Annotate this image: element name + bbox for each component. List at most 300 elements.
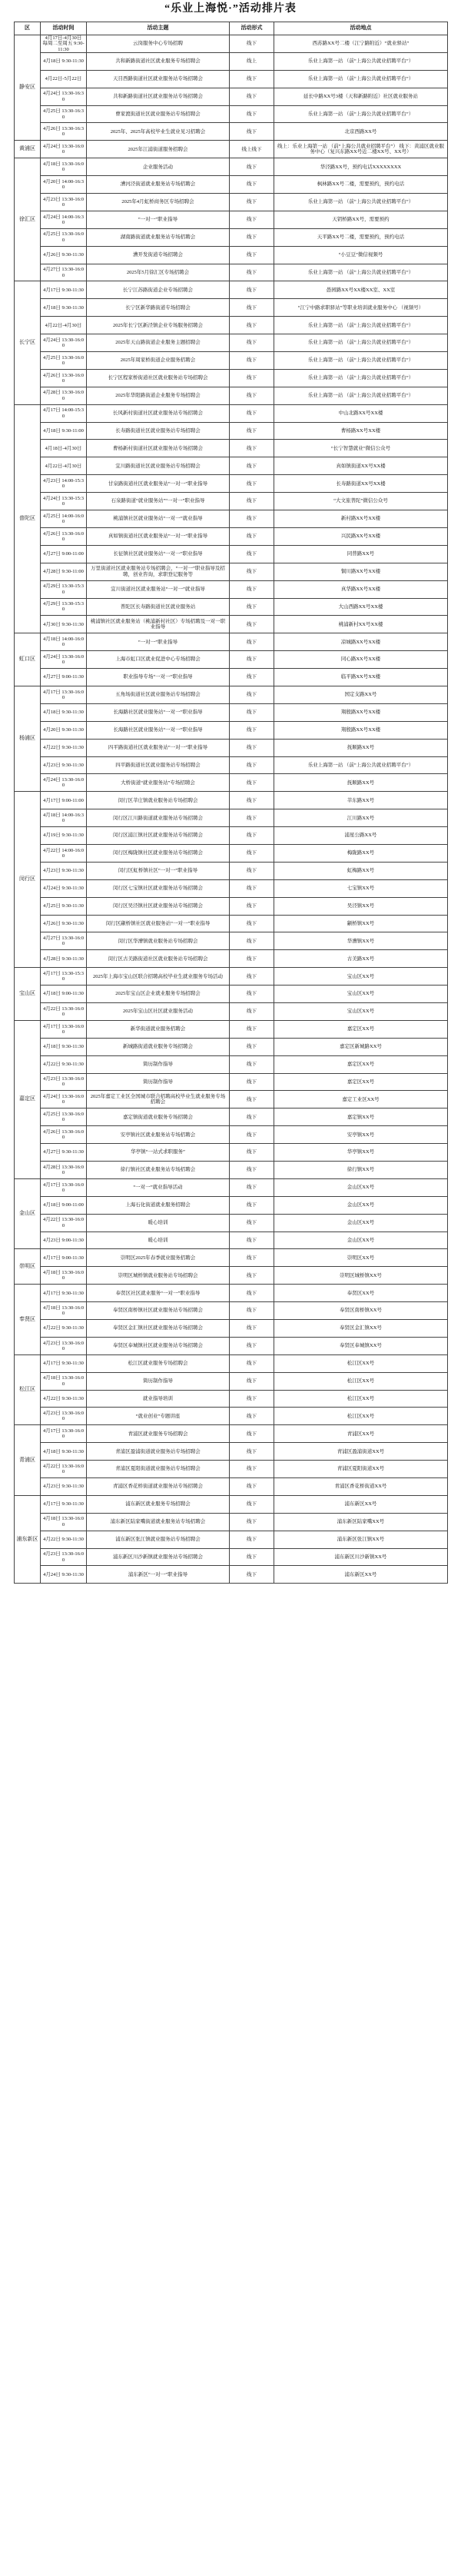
time-cell: 4月28日 13:30-16:00 [41,1162,87,1179]
district-cell: 奉贤区 [15,1285,41,1355]
time-cell: 4月17日 13:30-16:00 [41,1020,87,1038]
time-cell: 4月27日 9:30-11:30 [41,1144,87,1162]
theme-cell: 天目西路街道社区就业服务站专场招聘会 [87,70,230,88]
theme-cell: 新华街道就业服务招聘会 [87,1020,230,1038]
table-row [15,1267,448,1285]
theme-cell: 长海路社区就业服务站“一对一”职业指导 [87,721,230,739]
mode-cell: 线下 [230,598,274,616]
place-cell: 吴泾镇XX号 [274,897,448,915]
place-cell: 徐行镇XX号 [274,1162,448,1179]
table-row [15,633,448,651]
district-cell: 松江区 [15,1354,41,1425]
mode-cell: 线下 [230,1020,274,1038]
theme-cell: 闵行区梅陇镇社区就业服务站专场招聘会 [87,844,230,862]
place-cell: 青浦区香花桥街道XX号 [274,1478,448,1496]
table-row [15,1302,448,1320]
district-cell: 宝山区 [15,968,41,1021]
table-row [15,1425,448,1443]
time-cell: 4月23日 13:30-16:00 [41,1073,87,1091]
table-body [15,35,448,1584]
mode-cell: 线下 [230,194,274,211]
theme-cell: 闵行区华漕镇就业服务站专场招聘会 [87,932,230,950]
theme-cell: 2025年宝山区企业就业服务专场招聘会 [87,986,230,1003]
table-row [15,1214,448,1231]
district-cell: 嘉定区 [15,1020,41,1178]
place-cell: 华漕镇XX号 [274,932,448,950]
place-cell: 延长中路XX号3楼（天和新路附近）社区就业服务站 [274,88,448,105]
theme-cell: 长征镇社区就业服务站“一对一”职业指导 [87,545,230,563]
theme-cell: 奉贤区南桥镇社区就业服务站专场招聘会 [87,1302,230,1320]
mode-cell: 线下 [230,915,274,932]
time-cell: 4月23日 13:30-16:00 [41,1408,87,1425]
theme-cell: 闵行区江川路街道就业服务站专场招聘会 [87,809,230,827]
table-row [15,844,448,862]
table-row [15,299,448,317]
mode-cell: 线下 [230,1443,274,1461]
table-header-row [15,22,448,35]
place-cell: 抚顺路XX号 [274,774,448,792]
mode-cell: 线下 [230,1285,274,1302]
district-cell: 杨浦区 [15,686,41,791]
table-row [15,1249,448,1267]
theme-cell: 嘉定镇街道就业服务专场招聘会 [87,1109,230,1126]
table-row [15,1372,448,1390]
theme-cell: 桃浦镇社区就业服务站（桃浦新村社区）专场招聘及一对一职业指导 [87,616,230,633]
theme-cell: 2025年5月徐汇区专场招聘会 [87,264,230,281]
table-row [15,1408,448,1425]
mode-cell: 线下 [230,1461,274,1478]
mode-cell: 线下 [230,123,274,141]
place-cell: 曹杨路XX号XX楼 [274,422,448,440]
time-cell: 4月18日 13:30-16:00 [41,1513,87,1531]
time-cell: 4月26日 9:30-11:30 [41,246,87,264]
mode-cell: 线下 [230,228,274,246]
mode-cell: 线下 [230,105,274,123]
table-row [15,792,448,809]
time-cell: 4月27日 9:00-11:00 [41,545,87,563]
theme-cell: 四平路街道社区就业服务站“一对一”职业指导 [87,739,230,756]
theme-cell: “一对一”职业指导 [87,633,230,651]
place-cell: 松江区XX号 [274,1372,448,1390]
mode-cell: 线下 [230,986,274,1003]
theme-cell: 闵行区七宝镇社区就业服务站专场招聘会 [87,879,230,897]
table-row [15,950,448,968]
theme-cell: 2025年华阳路街道企业服务专场招聘会 [87,387,230,404]
table-row [15,1337,448,1354]
mode-cell: 线下 [230,932,274,950]
table-row [15,404,448,422]
place-cell: “长宁智慧就业”微信公众号 [274,440,448,457]
table-row [15,827,448,845]
mode-cell: 线下 [230,686,274,703]
mode-cell: 线下 [230,862,274,879]
theme-cell: 长寿路街道社区就业服务站专场招聘会 [87,422,230,440]
time-cell: 4月22日 9:30-11:30 [41,1531,87,1548]
table-row [15,756,448,774]
table-row [15,369,448,387]
theme-cell: 漕开发街道专场招聘会 [87,246,230,264]
header-theme: 活动主题 [87,22,230,35]
place-cell: 江川路XX号 [274,809,448,827]
theme-cell: “一对一”职业指导 [87,211,230,228]
district-cell: 徐汇区 [15,158,41,281]
mode-cell: 线下 [230,334,274,352]
mode-cell: 线下 [230,264,274,281]
header-district: 区 [15,22,41,35]
place-cell: 青浦区夏阳街道XX号 [274,1461,448,1478]
mode-cell: 线下 [230,475,274,493]
table-row [15,1073,448,1091]
time-cell: 4月23日 9:30-11:30 [41,756,87,774]
theme-cell: 浦东新区川沙新镇就业服务站专场招聘会 [87,1548,230,1566]
place-cell: 乐业上海第一站 （前“上海公共就业招聘平台”） [274,387,448,404]
theme-cell: 共和新路街道社区就业服务站专场招聘会 [87,88,230,105]
time-cell: 4月25日 13:30-16:00 [41,1109,87,1126]
time-cell: 4月23日 13:30-16:00 [41,1548,87,1566]
theme-cell: 职业指导专场“一对一”职业指导 [87,669,230,686]
table-row [15,616,448,633]
table-row [15,475,448,493]
theme-cell: 简历制作指导 [87,1055,230,1073]
theme-cell: 安亭镇社区就业服务站专场招聘会 [87,1126,230,1144]
time-cell: 4月23日 9:30-11:30 [41,862,87,879]
theme-cell: 上海市虹口区就业促进中心专场招聘会 [87,651,230,669]
place-cell: 同普路XX号 [274,545,448,563]
theme-cell: 共和新路街道社区就业服务专场招聘会 [87,52,230,70]
time-cell: 4月18日 13:30-16:00 [41,1302,87,1320]
mode-cell: 线下 [230,879,274,897]
mode-cell: 线下 [230,211,274,228]
time-cell: 4月24日 9:30-11:30 [41,879,87,897]
mode-cell: 线下 [230,792,274,809]
time-cell: 4月17日 9:30-11:30 [41,281,87,299]
theme-cell: 闵行区莘庄镇就业服务站专场招聘会 [87,792,230,809]
place-cell: 乐业上海第一站 （前“上海公共就业招聘平台”） [274,756,448,774]
table-row [15,580,448,598]
place-cell: 乐业上海第一站 （前“上海公共就业招聘平台”） [274,264,448,281]
theme-cell: 曹家渡街道社区就业服务站专场招聘会 [87,105,230,123]
place-cell: 乐业上海第一站 （前“上海公共就业招聘平台”） [274,334,448,352]
table-row [15,1354,448,1372]
theme-cell: 石泉路街道“就业服务站”“一对一”职业指导 [87,493,230,510]
time-cell: 4月29日 13:30-15:30 [41,580,87,598]
table-row [15,1513,448,1531]
table-row [15,510,448,528]
mode-cell: 线下 [230,1126,274,1144]
table-row [15,334,448,352]
time-cell: 4月22日-5月22日 [41,70,87,88]
time-cell: 4月30日 9:30-11:30 [41,616,87,633]
mode-cell: 线下 [230,387,274,404]
place-cell: 抚顺路XX号 [274,739,448,756]
theme-cell: 青浦区盈浦街道就业服务站专场招聘会 [87,1443,230,1461]
place-cell: 浦东新区张江镇XX号 [274,1531,448,1548]
table-row [15,1178,448,1196]
theme-cell: “就业创业”专题讲座 [87,1408,230,1425]
theme-cell: 浦东新区张江镇就业服务站专场招聘会 [87,1531,230,1548]
table-row [15,1091,448,1109]
table-row [15,862,448,879]
time-cell: 4月17日 13:30-16:00 [41,686,87,703]
time-cell: 4月26日 13:30-16:00 [41,1126,87,1144]
mode-cell: 线下 [230,493,274,510]
place-cell: 国定支路XX号 [274,686,448,703]
mode-cell: 线下 [230,669,274,686]
mode-cell: 线下 [230,352,274,370]
mode-cell: 线下 [230,1162,274,1179]
theme-cell: 松江区就业服务专场招聘会 [87,1354,230,1372]
time-cell: 4月24日 9:30-11:30 [41,1566,87,1584]
mode-cell: 线下 [230,88,274,105]
time-cell: 4月22日 9:30-11:30 [41,739,87,756]
table-row [15,968,448,986]
table-row [15,545,448,563]
theme-cell: 奉贤区社区就业服务“一对一”职业指导 [87,1285,230,1302]
mode-cell: 线下 [230,1038,274,1055]
table-row [15,721,448,739]
time-cell: 4月22日-4月30日 [41,457,87,475]
theme-cell: 2025年天山路街道企业服务主题招聘会 [87,334,230,352]
table-row [15,897,448,915]
document-title: “乐业上海悦·”活动排片表 [164,3,297,15]
theme-cell: 2025年4月虹桥商务区专场招聘会 [87,194,230,211]
table-row [15,1109,448,1126]
mode-cell: 线下 [230,1302,274,1320]
theme-cell: 2025年上海市宝山区联合招聘高校毕业生就业服务专场活动 [87,968,230,986]
mode-cell: 线下 [230,317,274,334]
place-cell: 金山区XX号 [274,1231,448,1249]
place-cell: 浦东新区XX号 [274,1495,448,1513]
place-cell: 浦东新区陆家嘴XX号 [274,1513,448,1531]
place-cell: 崇明区XX号 [274,1249,448,1267]
table-row [15,123,448,141]
table-row [15,493,448,510]
table-row [15,352,448,370]
mode-cell: 线下 [230,422,274,440]
theme-cell: 上海石化街道就业服务招聘会 [87,1196,230,1214]
time-cell: 4月23日 13:30-16:00 [41,194,87,211]
mode-cell: 线下 [230,1055,274,1073]
mode-cell: 线下 [230,950,274,968]
theme-cell: 2025年周家桥街道企业服务招聘会 [87,352,230,370]
time-cell: 4月24日 13:30-16:00 [41,1091,87,1109]
table-row [15,598,448,616]
theme-cell: 甘泉路街道社区就业服务站“一对一”职业指导 [87,475,230,493]
time-cell: 4月27日 13:30-16:00 [41,932,87,950]
time-cell: 4月25日 14:00-16:00 [41,510,87,528]
mode-cell: 线下 [230,1267,274,1285]
place-cell: 桃浦新村XX号XX楼 [274,616,448,633]
theme-cell: 奉贤区金汇镇社区就业服务站专场招聘会 [87,1320,230,1338]
table-row [15,194,448,211]
time-cell: 4月28日 9:30-11:00 [41,563,87,580]
table-row [15,1144,448,1162]
mode-cell: 线下 [230,545,274,563]
place-cell: 翔殷路XX号XX楼 [274,703,448,721]
table-row [15,1495,448,1513]
theme-cell: 就业指导培训 [87,1390,230,1408]
theme-cell: 暖心培训 [87,1214,230,1231]
time-cell: 4月24日 13:30-15:30 [41,493,87,510]
table-row [15,809,448,827]
district-cell: 虹口区 [15,633,41,686]
table-row [15,228,448,246]
time-cell: 4月24日 13:30-16:00 [41,651,87,669]
mode-cell: 线下 [230,1178,274,1196]
table-row [15,422,448,440]
table-row [15,1002,448,1020]
table-row [15,686,448,703]
place-cell: 乐业上海第一站 （前“上海公共就业招聘平台”） [274,70,448,88]
mode-cell: 线下 [230,35,274,53]
time-cell: 4月17日 13:30-16:00 [41,1425,87,1443]
table-row [15,1055,448,1073]
theme-cell: 漕河泾街道就业服务站专场招聘会 [87,176,230,194]
time-cell: 4月23日 14:00-15:30 [41,475,87,493]
theme-cell: 崇明区城桥镇就业服务站专场招聘会 [87,1267,230,1285]
place-cell: 松江区XX号 [274,1408,448,1425]
theme-cell: 青浦区夏阳街道就业服务站专场招聘会 [87,1461,230,1478]
place-cell: 北京西路XX号 [274,123,448,141]
theme-cell: 云岗服务中心专场招聘 [87,35,230,53]
place-cell: 天平路XX号二楼，需要预约，预约电话 [274,228,448,246]
time-cell: 4月18日-4月30日 [41,440,87,457]
mode-cell: 线下 [230,1214,274,1231]
time-cell: 4月24日 13:30-16:00 [41,141,87,158]
time-cell: 4月17日 14:00-15:30 [41,404,87,422]
table-row [15,158,448,176]
place-cell: 虹梅路XX号 [274,862,448,879]
table-row [15,527,448,545]
place-cell: 新村路XX号XX楼 [274,510,448,528]
mode-cell: 线下 [230,1513,274,1531]
table-row [15,141,448,158]
place-cell: “大文旅普陀”微信公众号 [274,493,448,510]
place-cell: 愚园路XX号XX楼XX室、XX室 [274,281,448,299]
place-cell: 大山西路XX号XX楼 [274,598,448,616]
time-cell: 4月26日 13:30-16:00 [41,369,87,387]
district-cell: 浦东新区 [15,1495,41,1583]
place-cell: 嘉定区XX号 [274,1055,448,1073]
time-cell: 4月18日 14:00-16:00 [41,633,87,651]
theme-cell: 青浦区香花桥街道就业服务站专场招聘会 [87,1478,230,1496]
time-cell: 4月18日 9:30-11:30 [41,1443,87,1461]
time-cell: 4月22日 9:30-11:30 [41,1390,87,1408]
time-cell: 4月23日 13:30-16:00 [41,1337,87,1354]
mode-cell: 线下 [230,527,274,545]
time-cell: 4月18日 13:30-16:00 [41,158,87,176]
mode-cell: 线下 [230,1337,274,1354]
mode-cell: 线下 [230,1478,274,1496]
place-cell: 松江区XX号 [274,1354,448,1372]
table-row [15,264,448,281]
mode-cell: 线下 [230,563,274,580]
place-cell: 嘉定区新城路XX号 [274,1038,448,1055]
time-cell: 4月18日 9:30-11:30 [41,52,87,70]
table-row [15,457,448,475]
time-cell: 4月29日 13:30-15:30 [41,598,87,616]
theme-cell: 简历制作指导 [87,1372,230,1390]
theme-cell: 闵行区吴泾镇社区就业服务站专场招聘会 [87,897,230,915]
place-cell: 嘉定区XX号 [274,1073,448,1091]
table-row [15,1548,448,1566]
mode-cell: 线下 [230,1091,274,1109]
time-cell: 4月18日 9:00-11:30 [41,986,87,1003]
theme-cell: 真如镇街道社区就业服务站“一对一”职业指导 [87,527,230,545]
table-row [15,1196,448,1214]
time-cell: 4月17日-4月30日 每周二至周五 9:30-11:30 [41,35,87,53]
mode-cell: 线下 [230,1073,274,1091]
place-cell: 华亭镇XX号 [274,1144,448,1162]
place-cell: 天钥桥路XX号，需要预约 [274,211,448,228]
time-cell: 4月26日 13:30-16:00 [41,527,87,545]
theme-cell: 长海路社区就业服务站“一对一”职业指导 [87,703,230,721]
place-cell: 浦星公路XX号 [274,827,448,845]
mode-cell: 线下 [230,70,274,88]
table-row [15,1038,448,1055]
table-row [15,70,448,88]
mode-cell: 线下 [230,404,274,422]
district-cell: 青浦区 [15,1425,41,1496]
time-cell: 4月25日 13:30-16:00 [41,352,87,370]
time-cell: 4月18日 9:30-11:00 [41,422,87,440]
place-cell: 凉城路XX号XX楼 [274,633,448,651]
place-cell: 西苏路XX号二楼（江宁路附近）“就业驿站” [274,35,448,53]
district-cell: 黄浦区 [15,141,41,158]
mode-cell: 线下 [230,176,274,194]
place-cell: 嘉定镇XX号 [274,1109,448,1126]
table-row [15,176,448,194]
time-cell: 4月25日 13:30-16:30 [41,105,87,123]
table-row [15,986,448,1003]
time-cell: 4月17日 9:30-11:30 [41,1495,87,1513]
time-cell: 4月18日 13:30-16:00 [41,1372,87,1390]
theme-cell: 曹杨新村街道社区就业服务站专场招聘会 [87,440,230,457]
time-cell: 4月24日 13:30-16:00 [41,774,87,792]
time-cell: 4月23日 9:30-11:30 [41,1478,87,1496]
theme-cell: 桃浦镇社区就业服务站“一对一”就业指导 [87,510,230,528]
place-cell: 宝山区XX号 [274,1002,448,1020]
theme-cell: 徐行镇社区就业服务站专场招聘会 [87,1162,230,1179]
place-cell: 真如镇街道XX号XX楼 [274,457,448,475]
table-row [15,440,448,457]
place-cell: 枫林路XX号二楼，需要预约，预约电话 [274,176,448,194]
mode-cell: 线下 [230,1144,274,1162]
place-cell: 乐业上海第一站 （前“上海公共就业招聘平台”） [274,194,448,211]
theme-cell: 崇明区2025年春季就业服务招聘会 [87,1249,230,1267]
theme-cell: 长宁区新华路街道专场招聘会 [87,299,230,317]
table-row [15,1478,448,1496]
place-cell: 宝山区XX号 [274,986,448,1003]
theme-cell: 暖心培训 [87,1231,230,1249]
mode-cell: 线下 [230,739,274,756]
theme-cell: 五角场街道社区就业服务站专场招聘会 [87,686,230,703]
mode-cell: 线下 [230,616,274,633]
place-cell: 颛桥镇XX号 [274,915,448,932]
time-cell: 4月17日 13:30-16:00 [41,1178,87,1196]
place-cell: 安亭镇XX号 [274,1126,448,1144]
theme-cell: 闵行区虹桥镇社区“一对一”职业指导 [87,862,230,879]
time-cell: 4月23日 9:00-11:30 [41,1231,87,1249]
table-row [15,211,448,228]
table-row [15,563,448,580]
mode-cell: 线下 [230,1390,274,1408]
time-cell: 4月27日 13:30-16:00 [41,264,87,281]
theme-cell: 2025年长宁区新泾镇企业专场服务招聘会 [87,317,230,334]
mode-cell: 线下 [230,1531,274,1548]
district-cell: 静安区 [15,35,41,141]
theme-cell: 闵行区颛桥镇社区就业服务站“一对一”职业指导 [87,915,230,932]
